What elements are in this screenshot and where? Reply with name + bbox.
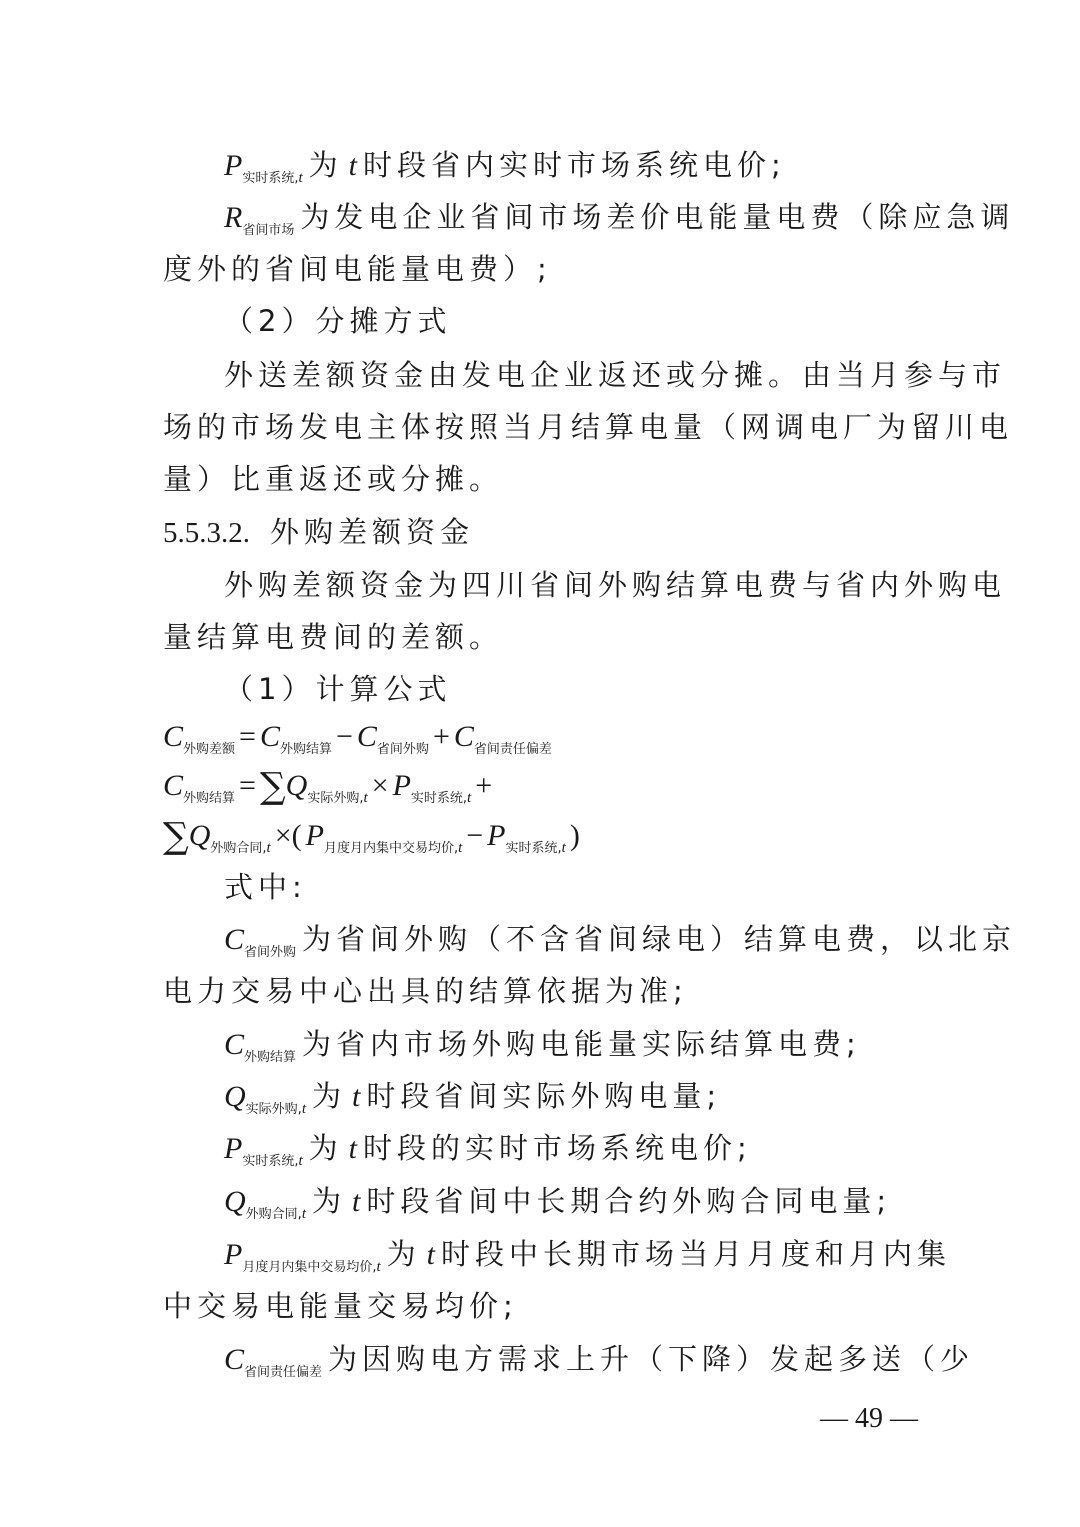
- paragraph-line: 外购差额资金为四川省间外购结算电费与省内外购电: [224, 568, 1007, 602]
- page-number: — 49 —: [820, 1403, 918, 1434]
- subsection-heading: （2）分摊方式: [224, 304, 452, 338]
- formula-line-3: $\sum Q_{外购合同,t}$ ×( $P_{月度月内集中交易均价,t} - P_{实时系统,t}$ ): [163, 816, 580, 857]
- where-label: 式中:: [224, 870, 307, 904]
- definition-c-interprovincial-purchase: $C_{省间外购}$ 为省间外购（不含省间绿电）结算电费，以北京: [224, 922, 1017, 960]
- paragraph-line: 电力交易中心出具的结算依据为准;: [163, 974, 688, 1008]
- definition-p-realtime: $P_{实时系统,t}$ 为 t 时段省内实时市场系统电价;: [224, 148, 786, 186]
- definition-r-interprovincial: $R_{省间市场}$ 为发电企业省间市场差价电能量电费（除应急调: [224, 200, 1015, 238]
- formula-line-1: $C_{外购差额} = C_{外购结算} - C_{省间外购} + C_{省间责任偏差}$: [163, 720, 552, 757]
- definition-c-purchase-settlement: $C_{外购结算}$ 为省内市场外购电能量实际结算电费;: [224, 1027, 861, 1065]
- paragraph-line: 量结算电费间的差额。: [163, 620, 504, 654]
- paragraph-line: 度外的省间电能量电费）;: [163, 252, 552, 286]
- paragraph-line: 场的市场发电主体按照当月结算电量（网调电厂为留川电: [163, 410, 1014, 444]
- formula-line-2: $C_{外购结算} = \sum Q_{实际外购,t} \times P_{实时系统,t}$ +: [163, 766, 493, 807]
- definition-c-responsibility-deviation: $C_{省间责任偏差}$ 为因购电方需求上升（下降）发起多送（少: [224, 1342, 975, 1380]
- definition-q-actual-purchase: $Q_{实际外购,t}$ 为 t 时段省间实际外购电量;: [224, 1079, 722, 1117]
- subsection-heading: （1）计算公式: [224, 672, 452, 706]
- paragraph-line: 量）比重返还或分摊。: [163, 462, 504, 496]
- paragraph-line: 外送差额资金由发电企业返还或分摊。由当月参与市: [224, 358, 1007, 392]
- section-heading: 5.5.3.2. 外购差额资金: [163, 515, 475, 549]
- definition-p-realtime-system: $P_{实时系统,t}$ 为 t 时段的实时市场系统电价;: [224, 1131, 752, 1169]
- definition-q-contract-purchase: $Q_{外购合同,t}$ 为 t 时段省间中长期合约外购合同电量;: [224, 1184, 892, 1222]
- definition-p-monthly-average: $P_{月度月内集中交易均价,t}$ 为 t 时段中长期市场当月月度和月内集: [224, 1237, 952, 1275]
- symbol: P: [224, 149, 243, 182]
- paragraph-line: 中交易电能量交易均价;: [163, 1289, 518, 1323]
